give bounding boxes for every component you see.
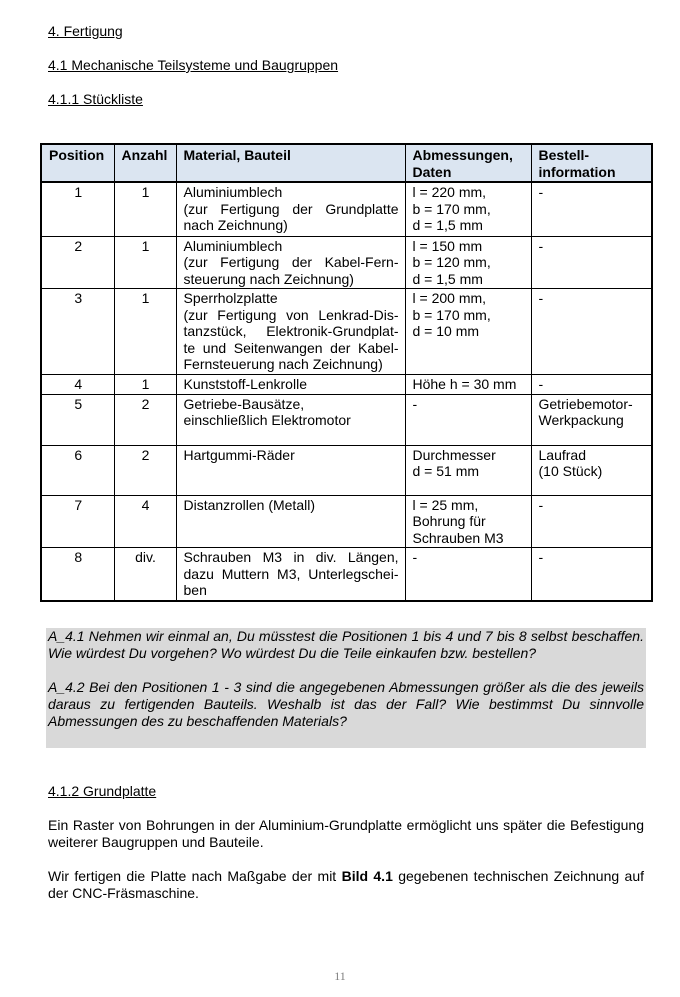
heading-grundplatte: 4.1.2 Grundplatte bbox=[48, 783, 157, 799]
cell-bestellinformation: - bbox=[531, 375, 652, 395]
cell-material: Sperrholzplatte (zur Fertigung von Lenkrad-Dis- tanzstück, Elektronik-Grundplat- te und Seitenwangen der Kabel- Fernsteuerung nach Zeichnung) bbox=[176, 289, 405, 375]
cell-position: 2 bbox=[41, 236, 114, 289]
cell-material: Hartgummi-Räder bbox=[176, 445, 405, 495]
table-row bbox=[41, 548, 652, 601]
cell-anzahl: div. bbox=[114, 548, 176, 601]
table-row bbox=[41, 182, 652, 236]
cell-material: Distanzrollen (Metall) bbox=[176, 495, 405, 548]
cell-abmessungen: Höhe h = 30 mm bbox=[405, 375, 531, 395]
cell-position: 5 bbox=[41, 394, 114, 445]
table-row bbox=[41, 289, 652, 375]
figure-reference: Bild 4.1 bbox=[341, 868, 393, 884]
cell-anzahl: 1 bbox=[114, 236, 176, 289]
cell-bestellinformation: - bbox=[531, 289, 652, 375]
cell-material: Schrauben M3 in div. Längen, dazu Muttern M3, Unterlegschei- ben bbox=[176, 548, 405, 601]
cell-position: 3 bbox=[41, 289, 114, 375]
table-row bbox=[41, 375, 652, 395]
cell-bestellinformation: Getriebemotor- Werkpackung bbox=[531, 394, 652, 445]
table-header-row bbox=[41, 144, 652, 182]
cell-anzahl: 1 bbox=[114, 375, 176, 395]
cell-anzahl: 2 bbox=[114, 445, 176, 495]
cell-bestellinformation: - bbox=[531, 182, 652, 236]
cell-bestellinformation: Laufrad (10 Stück) bbox=[531, 445, 652, 495]
task-a42: A_4.2 Bei den Positionen 1 - 3 sind die angegebenen Abmessungen größer als die des jeweils daraus zu fertigenden Bauteils. Weshalb ist das der Fall? Wie bestimmst Du sinnvolle Abmessungen des zu beschaffenden Materials? bbox=[48, 679, 644, 729]
cell-abmessungen: Durchmesser d = 51 mm bbox=[405, 445, 531, 495]
header-abmessungen: Abmessungen, Daten bbox=[405, 144, 531, 182]
heading-mechanische-teilsysteme: 4.1 Mechanische Teilsysteme und Baugruppen bbox=[48, 57, 339, 73]
tasks-box bbox=[46, 628, 646, 748]
table-row bbox=[41, 236, 652, 289]
header-bestellinformation: Bestell- information bbox=[531, 144, 652, 182]
paragraph-fertigung: Wir fertigen die Platte nach Maßgabe der mit Bild 4.1 gegebenen technischen Zeichnung auf der CNC-Fräsmaschine. bbox=[48, 868, 644, 901]
cell-abmessungen: l = 200 mm, b = 170 mm, d = 10 mm bbox=[405, 289, 531, 375]
cell-abmessungen: - bbox=[405, 394, 531, 445]
table-row bbox=[41, 445, 652, 495]
cell-position: 8 bbox=[41, 548, 114, 601]
cell-position: 1 bbox=[41, 182, 114, 236]
cell-abmessungen: - bbox=[405, 548, 531, 601]
cell-material: Aluminiumblech (zur Fertigung der Kabel-Fern- steuerung nach Zeichnung) bbox=[176, 236, 405, 289]
table-row bbox=[41, 495, 652, 548]
cell-abmessungen: l = 220 mm, b = 170 mm, d = 1,5 mm bbox=[405, 182, 531, 236]
task-a41: A_4.1 Nehmen wir einmal an, Du müsstest die Positionen 1 bis 4 und 7 bis 8 selbst beschaffen. Wie würdest Du vorgehen? Wo würdest Du die Teile einkaufen bzw. bestellen? bbox=[48, 628, 644, 661]
cell-bestellinformation: - bbox=[531, 548, 652, 601]
parts-list-table bbox=[40, 143, 653, 602]
paragraph-raster: Ein Raster von Bohrungen in der Aluminium-Grundplatte ermöglicht uns später die Befestigung weiterer Baugruppen und Bauteile. bbox=[48, 817, 644, 850]
cell-anzahl: 1 bbox=[114, 182, 176, 236]
header-material: Material, Bauteil bbox=[176, 144, 405, 182]
cell-material: Kunststoff-Lenkrolle bbox=[176, 375, 405, 395]
heading-fertigung: 4. Fertigung bbox=[48, 23, 123, 39]
header-position: Position bbox=[41, 144, 114, 182]
cell-bestellinformation: - bbox=[531, 236, 652, 289]
cell-abmessungen: l = 150 mm b = 120 mm, d = 1,5 mm bbox=[405, 236, 531, 289]
heading-stueckliste: 4.1.1 Stückliste bbox=[48, 91, 143, 107]
cell-material: Aluminiumblech (zur Fertigung der Grundplatte nach Zeichnung) bbox=[176, 182, 405, 236]
cell-position: 7 bbox=[41, 495, 114, 548]
cell-bestellinformation: - bbox=[531, 495, 652, 548]
cell-anzahl: 1 bbox=[114, 289, 176, 375]
header-anzahl: Anzahl bbox=[114, 144, 176, 182]
cell-position: 6 bbox=[41, 445, 114, 495]
cell-anzahl: 4 bbox=[114, 495, 176, 548]
table-row bbox=[41, 394, 652, 445]
cell-position: 4 bbox=[41, 375, 114, 395]
cell-anzahl: 2 bbox=[114, 394, 176, 445]
cell-abmessungen: l = 25 mm, Bohrung für Schrauben M3 bbox=[405, 495, 531, 548]
page-number: 11 bbox=[334, 969, 346, 983]
cell-material: Getriebe-Bausätze, einschließlich Elektromotor bbox=[176, 394, 405, 445]
